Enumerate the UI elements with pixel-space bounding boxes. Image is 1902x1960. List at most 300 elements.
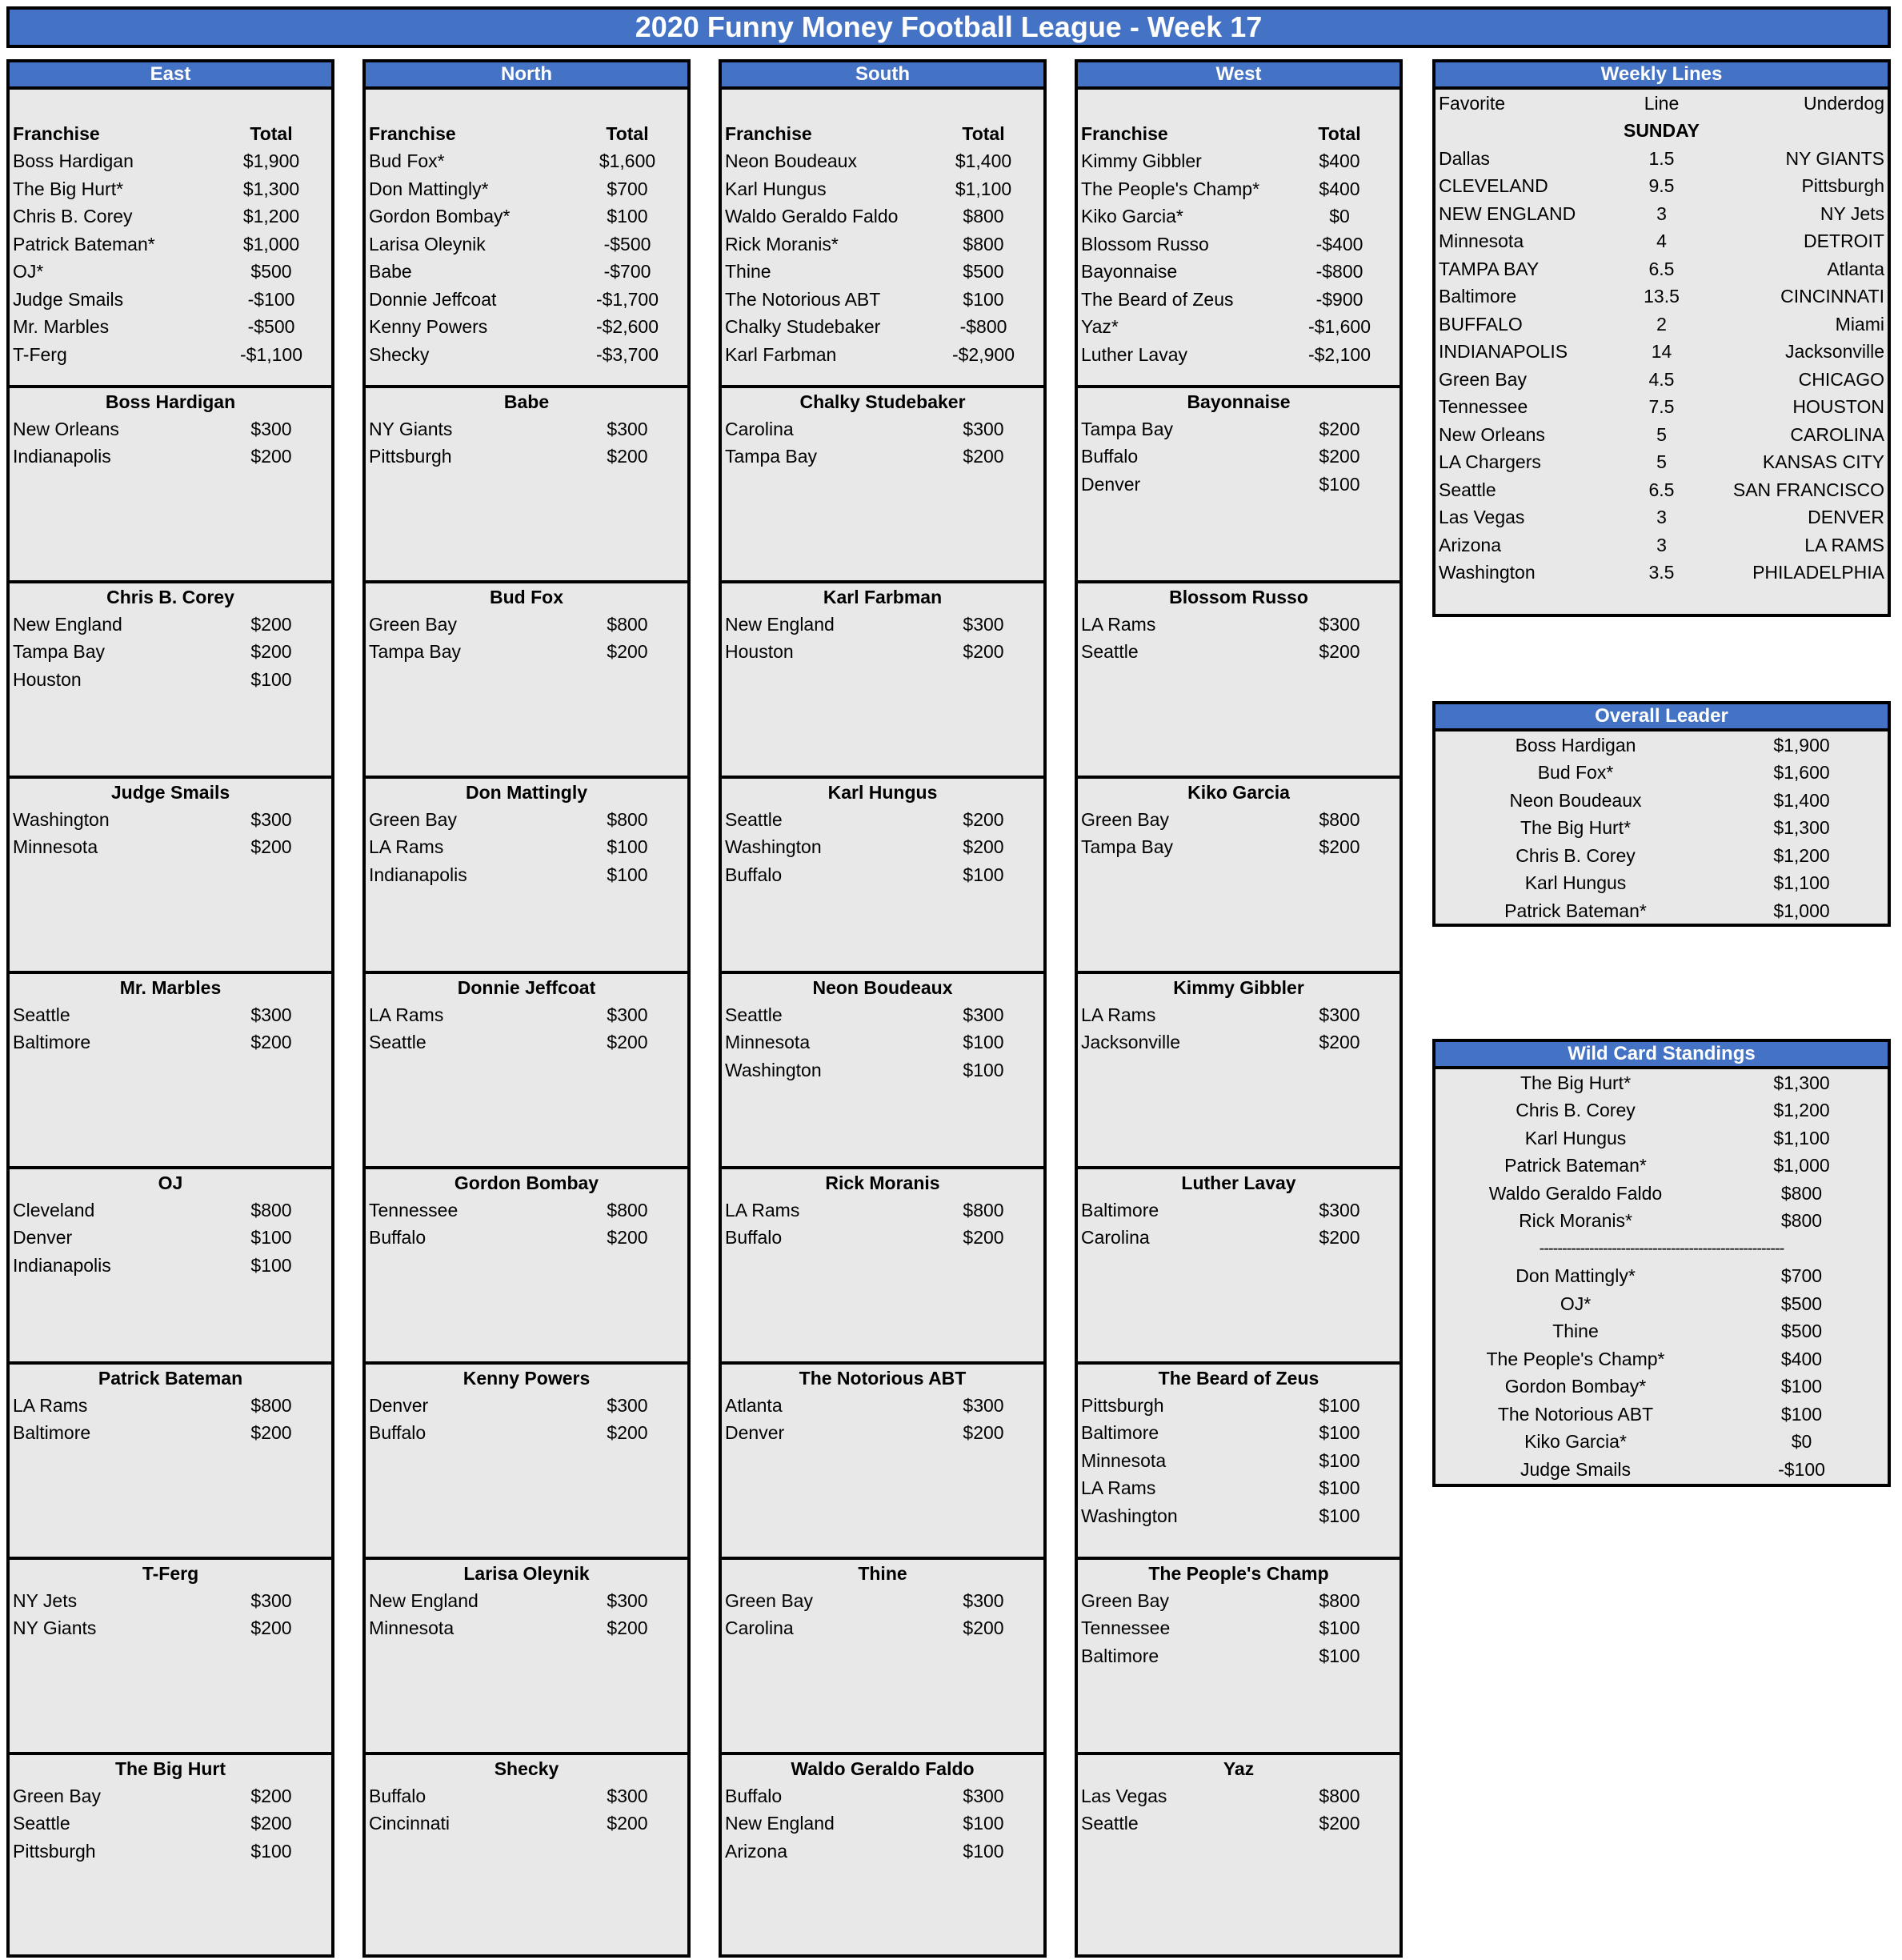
pick-team: Green Bay — [369, 808, 457, 830]
franchise-total: $800 — [963, 233, 1004, 255]
pick-team: Seattle — [369, 1032, 426, 1053]
pick-amount: $200 — [1319, 1227, 1360, 1249]
picks-owner: Chalky Studebaker — [799, 391, 966, 412]
wild-card-row — [1436, 1208, 1888, 1236]
franchise-name: Thine — [1552, 1321, 1599, 1342]
point-spread: 5 — [1656, 423, 1667, 445]
picks-box — [722, 1560, 1043, 1755]
picks-owner: Mr. Marbles — [119, 976, 222, 998]
underdog-team: CAROLINA — [1790, 423, 1884, 445]
pick-amount: $200 — [1319, 446, 1360, 467]
pick-team: Buffalo — [369, 1227, 426, 1249]
pick-row — [722, 639, 1043, 667]
pick-team: Pittsburgh — [369, 446, 452, 467]
standings-row — [10, 314, 331, 342]
pick-amount: $100 — [963, 1059, 1004, 1080]
pick-amount: $300 — [1319, 1199, 1360, 1220]
pick-team: LA Rams — [1081, 613, 1156, 635]
standings-row — [10, 175, 331, 203]
franchise-name: Waldo Geraldo Faldo — [725, 206, 899, 227]
franchise-name: Yaz* — [1081, 316, 1119, 338]
overall-leader-title: Overall Leader — [1436, 704, 1888, 731]
pick-amount: $200 — [250, 446, 292, 467]
pick-team: Indianapolis — [369, 864, 467, 885]
picks-owner: The Notorious ABT — [799, 1367, 967, 1389]
franchise-total: $400 — [1319, 178, 1360, 199]
underdog-team: SAN FRANCISCO — [1732, 479, 1884, 500]
franchise-total: -$2,100 — [1307, 343, 1371, 365]
picks-box — [366, 1560, 687, 1755]
pick-amount: $100 — [607, 836, 648, 858]
franchise-name: Neon Boudeaux — [725, 150, 857, 172]
pick-amount: $200 — [250, 641, 292, 663]
favorite-team: LA Chargers — [1439, 451, 1541, 473]
underdog-team: Pittsburgh — [1801, 175, 1884, 197]
franchise-total: $400 — [1780, 1348, 1823, 1369]
pick-amount: $100 — [1319, 1505, 1360, 1526]
pick-amount: $100 — [963, 1840, 1004, 1862]
franchise-total: -$400 — [1315, 233, 1363, 255]
pick-row — [10, 611, 331, 639]
franchise-total: $0 — [1329, 206, 1350, 227]
picks-box — [366, 974, 687, 1169]
pick-row — [10, 1838, 331, 1866]
franchise-name: Babe — [369, 261, 412, 283]
picks-owner: Kiko Garcia — [1187, 781, 1290, 803]
franchise-name: The Big Hurt* — [13, 178, 124, 199]
picks-box — [10, 1560, 331, 1755]
franchise-name: Kiko Garcia* — [1081, 206, 1183, 227]
franchise-name: T-Ferg — [13, 343, 67, 365]
pick-row — [1078, 443, 1399, 471]
game-row — [1436, 283, 1888, 311]
franchise-total: $1,300 — [1773, 817, 1830, 839]
leader-row — [1436, 731, 1888, 760]
franchise-name: Karl Hungus — [725, 178, 827, 199]
pick-row — [722, 1420, 1043, 1448]
pick-row — [10, 1224, 331, 1253]
pick-amount: $300 — [963, 1004, 1004, 1025]
pick-team: Tampa Bay — [1081, 836, 1174, 858]
pick-team: Arizona — [725, 1840, 787, 1862]
picks-box — [10, 779, 331, 974]
point-spread: 13.5 — [1644, 286, 1680, 307]
franchise-name: Kimmy Gibbler — [1081, 150, 1202, 172]
favorite-team: INDIANAPOLIS — [1439, 341, 1568, 363]
pick-row — [1078, 1810, 1399, 1838]
point-spread: 7.5 — [1648, 396, 1675, 418]
pick-team: Buffalo — [725, 1785, 783, 1806]
pick-row — [1078, 806, 1399, 834]
pick-team: New England — [725, 1813, 835, 1834]
picks-owner: Yaz — [1223, 1758, 1255, 1779]
pick-amount: $200 — [607, 1422, 648, 1444]
pick-team: Green Bay — [13, 1785, 101, 1806]
game-row — [1436, 476, 1888, 504]
game-row — [1436, 449, 1888, 477]
leader-row — [1436, 842, 1888, 870]
pick-amount: $200 — [250, 1032, 292, 1053]
pick-amount: $300 — [250, 1589, 292, 1611]
wild-card-row — [1436, 1263, 1888, 1291]
franchise-total: -$100 — [247, 288, 295, 310]
pick-team: Washington — [13, 808, 110, 830]
wild-card-row — [1436, 1456, 1888, 1484]
franchise-name: Mr. Marbles — [13, 316, 110, 338]
pick-row — [722, 1615, 1043, 1643]
picks-box — [1078, 1755, 1399, 1954]
pick-row — [722, 1029, 1043, 1057]
pick-amount: $200 — [1319, 641, 1360, 663]
wild-card-row — [1436, 1290, 1888, 1318]
favorite-team: Washington — [1439, 562, 1536, 583]
franchise-total: -$500 — [603, 233, 651, 255]
underdog-team: CHICAGO — [1798, 368, 1884, 390]
pick-row — [1078, 1447, 1399, 1475]
pick-amount: $100 — [250, 1227, 292, 1249]
picks-owner: Kimmy Gibbler — [1173, 976, 1304, 998]
picks-box — [10, 1365, 331, 1560]
pick-team: Houston — [725, 641, 794, 663]
pick-row — [366, 1782, 687, 1810]
pick-amount: $800 — [607, 1199, 648, 1220]
pick-amount: $100 — [250, 1840, 292, 1862]
game-row — [1436, 255, 1888, 283]
picks-owner: Shecky — [494, 1758, 559, 1779]
pick-row — [10, 1392, 331, 1420]
pick-row — [10, 415, 331, 443]
franchise-name: Patrick Bateman* — [1504, 900, 1647, 921]
pick-amount: $200 — [1319, 836, 1360, 858]
franchise-total: -$800 — [959, 316, 1007, 338]
franchise-name: Karl Hungus — [1524, 872, 1627, 894]
pick-row — [722, 1587, 1043, 1615]
standings-row — [722, 230, 1043, 259]
pick-amount: $200 — [607, 641, 648, 663]
point-spread: 2 — [1656, 313, 1667, 335]
pick-team: Baltimore — [13, 1422, 91, 1444]
picks-box — [1078, 779, 1399, 974]
pick-amount: $800 — [963, 1199, 1004, 1220]
picks-owner: Gordon Bombay — [454, 1172, 599, 1193]
pick-team: NY Jets — [13, 1589, 78, 1611]
franchise-name: Gordon Bombay* — [369, 206, 511, 227]
pick-row — [722, 1001, 1043, 1029]
pick-amount: $200 — [963, 808, 1004, 830]
pick-team: Seattle — [13, 1813, 70, 1834]
pick-amount: $200 — [250, 1785, 292, 1806]
point-spread: 6.5 — [1648, 258, 1675, 279]
leader-row — [1436, 787, 1888, 815]
franchise-total: $0 — [1791, 1431, 1812, 1453]
game-row — [1436, 559, 1888, 587]
pick-row — [366, 861, 687, 889]
game-row — [1436, 145, 1888, 173]
pick-amount: $200 — [250, 836, 292, 858]
picks-owner: Don Mattingly — [465, 781, 588, 803]
franchise-total: $1,000 — [1773, 900, 1830, 921]
franchise-total: $1,900 — [242, 150, 300, 172]
franchise-name: Rick Moranis* — [725, 233, 839, 255]
standings-row — [722, 148, 1043, 176]
pick-team: Denver — [1081, 473, 1141, 495]
franchise-name: The Big Hurt* — [1520, 817, 1632, 839]
pick-row — [366, 1810, 687, 1838]
standings-header — [722, 120, 1043, 148]
pick-team: Tampa Bay — [369, 641, 462, 663]
picks-box — [1078, 583, 1399, 779]
pick-amount: $300 — [250, 1004, 292, 1025]
favorite-team: Tennessee — [1439, 396, 1528, 418]
standings-row — [1078, 286, 1399, 314]
pick-amount: $200 — [963, 836, 1004, 858]
underdog-team: DENVER — [1808, 507, 1884, 528]
standings-header — [10, 120, 331, 148]
franchise-name: The Notorious ABT — [725, 288, 881, 310]
pick-row — [10, 443, 331, 471]
pick-amount: $200 — [963, 641, 1004, 663]
franchise-name: Donnie Jeffcoat — [369, 288, 497, 310]
standings-row — [10, 203, 331, 231]
standings-row — [1078, 175, 1399, 203]
standings-row — [722, 314, 1043, 342]
pick-row — [10, 1252, 331, 1280]
pick-team: Tampa Bay — [1081, 418, 1174, 439]
pick-amount: $100 — [1319, 1394, 1360, 1416]
total-header: Total — [606, 122, 649, 144]
pick-row — [366, 834, 687, 862]
franchise-name: Judge Smails — [13, 288, 124, 310]
pick-row — [1078, 834, 1399, 862]
point-spread: 14 — [1651, 341, 1672, 363]
standings-row — [366, 259, 687, 287]
picks-owner: Karl Farbman — [823, 586, 943, 607]
pick-team: New Orleans — [13, 418, 119, 439]
franchise-name: Bud Fox* — [369, 150, 445, 172]
pick-team: Tampa Bay — [725, 446, 818, 467]
picks-box — [1078, 1365, 1399, 1560]
pick-amount: $300 — [250, 418, 292, 439]
pick-team: Washington — [1081, 1505, 1178, 1526]
franchise-total: -$500 — [247, 316, 295, 338]
picks-box — [10, 974, 331, 1169]
point-spread: 6.5 — [1648, 479, 1675, 500]
pick-row — [1078, 1475, 1399, 1503]
franchise-total: $500 — [250, 261, 292, 283]
franchise-name: The Beard of Zeus — [1081, 288, 1234, 310]
pick-team: LA Rams — [369, 836, 444, 858]
pick-team: Indianapolis — [13, 1254, 111, 1276]
pick-amount: $200 — [1319, 418, 1360, 439]
pick-amount: $200 — [607, 446, 648, 467]
pick-row — [722, 1056, 1043, 1084]
pick-team: Las Vegas — [1081, 1785, 1167, 1806]
pick-team: Green Bay — [1081, 1589, 1169, 1611]
line-header: Line — [1644, 92, 1680, 114]
pick-row — [1078, 415, 1399, 443]
underdog-header: Underdog — [1803, 92, 1884, 114]
standings-row — [366, 175, 687, 203]
picks-box — [722, 1755, 1043, 1954]
franchise-total: -$1,700 — [595, 288, 659, 310]
underdog-team: NY GIANTS — [1785, 147, 1884, 169]
wild-card-cutoff-line: ------------------------------------------------------ — [1539, 1239, 1784, 1257]
favorite-team: Green Bay — [1439, 368, 1527, 390]
favorite-team: CLEVELAND — [1439, 175, 1548, 197]
franchise-total: $700 — [607, 178, 648, 199]
franchise-total: $1,900 — [1773, 734, 1830, 756]
franchise-total: -$1,600 — [1307, 316, 1371, 338]
pick-team: Denver — [13, 1227, 73, 1249]
pick-team: Houston — [13, 668, 82, 690]
franchise-total: $700 — [1780, 1265, 1823, 1287]
pick-team: LA Rams — [369, 1004, 444, 1025]
pick-team: Buffalo — [725, 1227, 783, 1249]
pick-team: Tennessee — [1081, 1617, 1171, 1639]
pick-row — [1078, 1642, 1399, 1670]
wild-card-row — [1436, 1373, 1888, 1401]
pick-amount: $200 — [1319, 1813, 1360, 1834]
wild-card-row — [1436, 1069, 1888, 1097]
pick-row — [1078, 1615, 1399, 1643]
picks-owner: Chris B. Corey — [106, 586, 234, 607]
standings-header — [1078, 120, 1399, 148]
pick-team: LA Rams — [725, 1199, 800, 1220]
underdog-team: PHILADELPHIA — [1752, 562, 1884, 583]
leader-row — [1436, 897, 1888, 925]
franchise-header: Franchise — [725, 122, 812, 144]
favorite-team: Dallas — [1439, 147, 1490, 169]
pick-amount: $200 — [607, 1227, 648, 1249]
picks-box — [366, 388, 687, 583]
picks-box — [722, 1169, 1043, 1365]
day-label: SUNDAY — [1623, 120, 1700, 142]
franchise-total: $100 — [963, 288, 1004, 310]
pick-amount: $800 — [1319, 1785, 1360, 1806]
franchise-total: $1,400 — [1773, 789, 1830, 811]
standings-row — [722, 286, 1043, 314]
pick-row — [1078, 1782, 1399, 1810]
pick-team: Seattle — [13, 1004, 70, 1025]
pick-row — [1078, 611, 1399, 639]
pick-team: Seattle — [725, 1004, 783, 1025]
pick-amount: $200 — [607, 1032, 648, 1053]
wild-card-row — [1436, 1124, 1888, 1152]
picks-owner: Babe — [503, 391, 550, 412]
picks-owner: Kenny Powers — [462, 1367, 591, 1389]
standings-row — [10, 286, 331, 314]
standings-row — [366, 230, 687, 259]
pick-team: Buffalo — [725, 864, 783, 885]
total-header: Total — [1318, 122, 1361, 144]
picks-owner: Patrick Bateman — [98, 1367, 243, 1389]
pick-row — [722, 1392, 1043, 1420]
franchise-total: $500 — [1780, 1293, 1823, 1314]
franchise-name: Luther Lavay — [1081, 343, 1187, 365]
underdog-team: Jacksonville — [1785, 341, 1884, 363]
franchise-name: Chris B. Corey — [1516, 844, 1636, 866]
standings-row — [1078, 230, 1399, 259]
favorite-team: Baltimore — [1439, 286, 1517, 307]
pick-amount: $200 — [963, 1422, 1004, 1444]
favorite-team: NEW ENGLAND — [1439, 202, 1576, 224]
franchise-name: Rick Moranis* — [1519, 1210, 1632, 1232]
franchise-name: OJ* — [1560, 1293, 1592, 1314]
franchise-header: Franchise — [369, 122, 456, 144]
picks-owner: Larisa Oleynik — [463, 1562, 590, 1584]
picks-box — [366, 1365, 687, 1560]
pick-amount: $200 — [607, 1617, 648, 1639]
pick-team: Green Bay — [1081, 808, 1169, 830]
pick-amount: $100 — [963, 1032, 1004, 1053]
point-spread: 1.5 — [1648, 147, 1675, 169]
pick-team: New England — [369, 1589, 479, 1611]
pick-row — [366, 1224, 687, 1253]
pick-amount: $200 — [250, 613, 292, 635]
franchise-name: Kiko Garcia* — [1524, 1431, 1627, 1453]
standings-row — [10, 259, 331, 287]
game-row — [1436, 311, 1888, 339]
pick-row — [366, 1392, 687, 1420]
standings-row — [722, 259, 1043, 287]
standings-row — [10, 230, 331, 259]
picks-box — [10, 1169, 331, 1365]
pick-row — [366, 1196, 687, 1224]
picks-owner: Bud Fox — [490, 586, 563, 607]
favorite-team: New Orleans — [1439, 423, 1545, 445]
total-header: Total — [250, 122, 293, 144]
franchise-total: $800 — [963, 206, 1004, 227]
favorite-team: Seattle — [1439, 479, 1496, 500]
pick-amount: $300 — [963, 1589, 1004, 1611]
standings-row — [1078, 203, 1399, 231]
pick-team: Minnesota — [725, 1032, 811, 1053]
pick-team: Denver — [725, 1422, 785, 1444]
picks-box — [366, 1169, 687, 1365]
pick-row — [10, 1810, 331, 1838]
pick-team: Seattle — [1081, 1813, 1139, 1834]
franchise-total: -$2,600 — [595, 316, 659, 338]
pick-row — [722, 611, 1043, 639]
pick-row — [366, 611, 687, 639]
pick-team: Buffalo — [369, 1785, 426, 1806]
franchise-total: $1,100 — [955, 178, 1012, 199]
pick-row — [10, 1782, 331, 1810]
pick-team: Tennessee — [369, 1199, 458, 1220]
pick-team: Buffalo — [1081, 446, 1139, 467]
wild-card-row — [1436, 1429, 1888, 1457]
franchise-name: Chris B. Corey — [1516, 1100, 1636, 1121]
franchise-total: $100 — [1780, 1403, 1823, 1425]
wild-card-row — [1436, 1097, 1888, 1125]
pick-team: Cincinnati — [369, 1813, 450, 1834]
franchise-name: OJ* — [13, 261, 44, 283]
franchise-name: Chalky Studebaker — [725, 316, 881, 338]
franchise-total: $800 — [1780, 1182, 1823, 1204]
pick-row — [366, 1029, 687, 1057]
pick-amount: $300 — [963, 1785, 1004, 1806]
point-spread: 3 — [1656, 534, 1667, 555]
pick-team: NY Giants — [13, 1617, 97, 1639]
underdog-team: Miami — [1835, 313, 1884, 335]
franchise-total: -$900 — [1315, 288, 1363, 310]
picks-box — [10, 388, 331, 583]
pick-team: Denver — [369, 1394, 429, 1416]
pick-amount: $200 — [250, 1813, 292, 1834]
point-spread: 3.5 — [1648, 562, 1675, 583]
pick-team: Carolina — [725, 1617, 794, 1639]
picks-box — [366, 779, 687, 974]
